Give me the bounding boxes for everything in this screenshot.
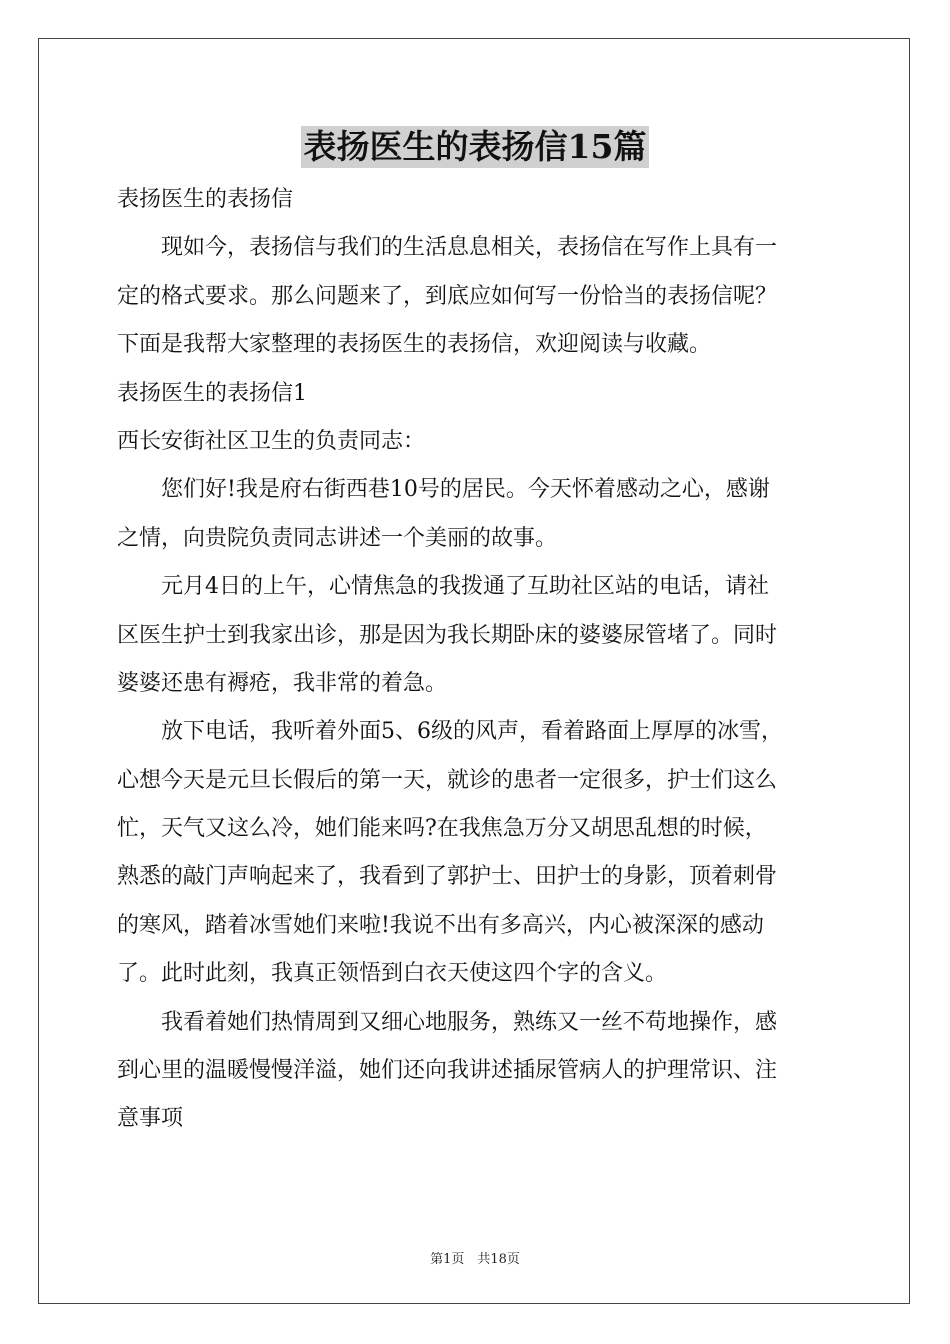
page-footer: 第1页 共18页 [430,1252,520,1267]
body-line: 西长安街社区卫生的负责同志： [117,428,426,454]
body-line: 下面是我帮大家整理的表扬医生的表扬信，欢迎阅读与收藏。 [117,332,712,358]
body-line: 您们好!我是府右街西巷10号的居民。今天怀着感动之心，感谢 [117,477,770,503]
title-container [0,126,950,168]
body-line: 的寒风，踏着冰雪她们来啦!我说不出有多高兴，内心被深深的感动 [117,912,764,938]
body-line: 熟悉的敲门声响起来了，我看到了郭护士、田护士的身影，顶着刺骨 [117,864,778,890]
body-line: 区医生护士到我家出诊，那是因为我长期卧床的婆婆尿管堵了。同时 [117,622,778,648]
body-line: 表扬医生的表扬信 [117,187,294,212]
body-line: 放下电话，我听着外面5、6级的风声，看着路面上厚厚的冰雪， [117,719,783,745]
body-line: 忙，天气又这么冷，她们能来吗?在我焦急万分又胡思乱想的时候， [117,816,767,842]
body-line: 意事项 [117,1106,184,1132]
body-line: 我看着她们热情周到又细心地服务，熟练又一丝不苟地操作，感 [117,1009,778,1035]
document-body [117,176,837,1144]
body-line: 心想今天是元旦长假后的第一天，就诊的患者一定很多，护士们这么 [117,767,778,793]
body-line: 现如今，表扬信与我们的生活息息相关，表扬信在写作上具有一 [117,235,778,261]
document-title: 表扬医生的表扬信15篇 [301,126,650,168]
body-line: 了。此时此刻，我真正领悟到白衣天使这四个字的含义。 [117,961,668,987]
body-line: 婆婆还患有褥疮，我非常的着急。 [117,670,448,696]
body-line: 表扬医生的表扬信1 [117,380,307,406]
body-line: 定的格式要求。那么问题来了，到底应如何写一份恰当的表扬信呢？ [117,283,778,309]
body-line: 到心里的温暖慢慢洋溢，她们还向我讲述插尿管病人的护理常识、注 [117,1058,778,1084]
body-line: 元月4日的上午，心情焦急的我拨通了互助社区站的电话，请社 [117,574,769,600]
body-line: 之情，向贵院负责同志讲述一个美丽的故事。 [117,525,558,551]
